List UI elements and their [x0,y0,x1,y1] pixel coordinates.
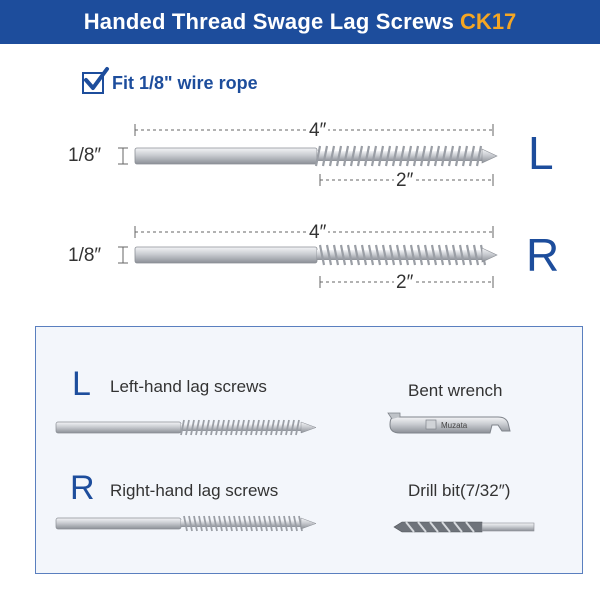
drill-label: Drill bit(7/32″) [408,481,511,500]
accessories-panel [35,326,583,574]
drill-bit-icon [392,519,542,535]
panel-left-letter: L [72,365,91,403]
wrench-brand: Muzata [441,421,468,430]
panel-right-letter: R [70,469,95,507]
left-thread-length: 2″ [396,170,414,191]
right-thread-length: 2″ [396,272,414,293]
right-letter: R [526,229,560,281]
product-code: CK17 [460,9,517,34]
panel-right-screw [54,515,324,535]
fit-text: Fit 1/8" wire rope [112,72,258,93]
left-letter: L [528,127,554,179]
right-diameter: 1/8″ [68,245,102,266]
wrench-label: Bent wrench [408,381,503,400]
left-diameter: 1/8″ [68,145,102,166]
page-title: Handed Thread Swage Lag Screws [83,9,455,34]
panel-left-label: Left-hand lag screws [110,377,267,396]
left-total-length: 4″ [309,120,327,141]
panel-right-label: Right-hand lag screws [110,481,279,500]
right-total-length: 4″ [309,222,327,243]
panel-left-screw [54,419,324,439]
